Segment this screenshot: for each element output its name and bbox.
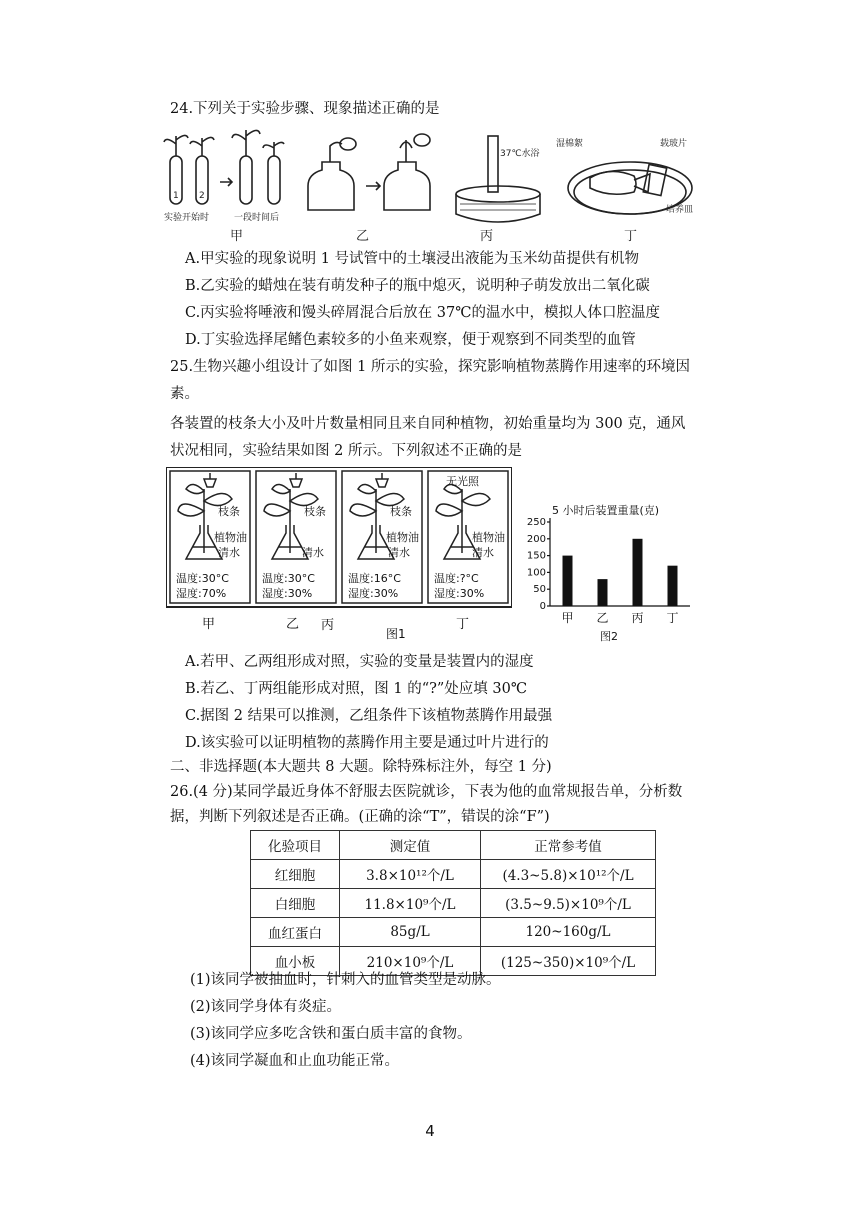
fig1-label-jia: 甲 <box>202 617 216 632</box>
oil-label: 植物油 <box>386 531 419 544</box>
fig1-label-bing: 丙 <box>321 618 335 633</box>
table-cell: 11.8×10⁹个/L <box>340 889 481 918</box>
setup-yi-temp: 温度:30°C <box>262 572 315 585</box>
seedling-tubes-start <box>164 135 214 204</box>
no-light-label: 无光照 <box>446 475 479 488</box>
table-row <box>251 889 656 918</box>
water-label: 清水 <box>472 546 494 559</box>
q26-stem-line1: 26.(4 分)某同学最近身体不舒服去医院就诊，下表为他的血常规报告单，分析数 <box>170 784 683 800</box>
seedling-tubes-later <box>232 130 284 204</box>
q24-option-c: C.丙实验将唾液和馒头碎屑混合后放在 37℃的温水中，模拟人体口腔温度 <box>185 305 660 321</box>
fig-label-bing: 丙 <box>480 229 494 244</box>
table-cell: 85g/L <box>340 918 481 947</box>
x-category-label: 丁 <box>666 611 679 625</box>
q26-statement-3: (3)该同学应多吃含铁和蛋白质丰富的食物。 <box>190 1026 472 1042</box>
setup-yi-humidity: 湿度:30% <box>262 587 313 600</box>
water-label: 清水 <box>302 546 324 559</box>
seed-jar-1 <box>308 138 356 210</box>
column-header: 测定值 <box>340 831 481 860</box>
table-header-row <box>251 831 656 860</box>
q25-stem-line3: 各装置的枝条大小及叶片数量相同且来自同种植物，初始重量均为 300 克，通风 <box>170 416 686 432</box>
table-cell: 210×10⁹个/L <box>340 947 481 976</box>
q24-figure <box>160 126 700 244</box>
q24-option-d: D.丁实验选择尾鳍色素较多的小鱼来观察，便于观察到不同类型的血管 <box>185 332 636 348</box>
arrow-icon <box>220 178 232 186</box>
column-header: 正常参考值 <box>481 831 656 860</box>
y-tick-label: 250 <box>526 517 546 528</box>
water-bath-label: 37℃水浴 <box>500 149 540 159</box>
table-cell: 120~160g/L <box>481 918 656 947</box>
fig1-label-ding: 丁 <box>456 617 470 632</box>
y-tick-label: 0 <box>539 601 546 612</box>
setup-ding-temp: 温度:?°C <box>434 572 479 585</box>
setup-jia-temp: 温度:30°C <box>176 572 229 585</box>
blood-test-table <box>250 830 656 976</box>
cotton-label: 湿棉絮 <box>556 139 584 149</box>
y-tick-label: 200 <box>526 533 546 545</box>
q25-stem-line1: 25.生物兴趣小组设计了如图 1 所示的实验，探究影响植物蒸腾作用速率的环境因 <box>170 359 691 375</box>
setup-bing-humidity: 湿度:30% <box>348 587 399 600</box>
oil-label: 植物油 <box>214 531 247 544</box>
q25-figure-1-labels <box>166 467 512 647</box>
q26-statement-1: (1)该同学被抽血时，针刺入的血管类型是动脉。 <box>190 972 501 988</box>
fig-label-ding: 丁 <box>624 229 638 244</box>
tube-label-1: 1 <box>173 191 179 201</box>
table-cell: 血红蛋白 <box>251 918 340 947</box>
branch-label: 枝条 <box>218 505 240 518</box>
q24-stem: 24.下列关于实验步骤、现象描述正确的是 <box>170 101 440 117</box>
x-category-label: 乙 <box>596 611 609 625</box>
x-category-label: 丙 <box>631 611 644 625</box>
bar <box>668 566 678 606</box>
fig2-caption: 图2 <box>600 630 618 643</box>
tube-label-2: 2 <box>199 191 205 201</box>
oil-label: 植物油 <box>472 531 505 544</box>
q25-stem-line4: 状况相同，实验结果如图 2 所示。下列叙述不正确的是 <box>170 443 522 459</box>
q25-stem-line2: 素。 <box>170 386 199 402</box>
y-tick-label: 100 <box>526 567 546 579</box>
fig-label-yi: 乙 <box>356 229 370 244</box>
table-row <box>251 918 656 947</box>
setup-bing-temp: 温度:16°C <box>348 572 401 585</box>
x-category-label: 甲 <box>561 611 574 625</box>
later-label: 一段时间后 <box>234 213 280 223</box>
section-heading: 二、非选择题(本大题共 8 大题。除特殊标注外，每空 1 分) <box>170 759 552 775</box>
water-label: 清水 <box>388 546 410 559</box>
table-cell: 血小板 <box>251 947 340 976</box>
page-number: 4 <box>425 1122 435 1140</box>
table-cell: 红细胞 <box>251 860 340 889</box>
column-header: 化验项目 <box>251 831 340 860</box>
bar <box>598 579 608 606</box>
dish-label: 培养皿 <box>666 205 694 215</box>
fig1-caption: 图1 <box>386 627 406 641</box>
y-tick-label: 150 <box>526 550 546 562</box>
bar <box>633 539 643 606</box>
q24-option-b: B.乙实验的蜡烛在装有萌发种子的瓶中熄灭，说明种子萌发放出二氧化碳 <box>185 278 650 294</box>
setup-jia-humidity: 湿度:70% <box>176 587 227 600</box>
table-cell: 3.8×10¹²个/L <box>340 860 481 889</box>
q25-option-d: D.该实验可以证明植物的蒸腾作用主要是通过叶片进行的 <box>185 735 549 751</box>
arrow-icon <box>366 182 380 190</box>
bar <box>563 556 573 606</box>
q26-statement-4: (4)该同学凝血和止血功能正常。 <box>190 1053 400 1069</box>
branch-label: 枝条 <box>390 505 412 518</box>
fig1-label-yi: 乙 <box>286 617 300 632</box>
chart-title: 5 小时后装置重量(克) <box>552 504 660 517</box>
table-cell: 白细胞 <box>251 889 340 918</box>
start-label: 实验开始时 <box>164 213 210 223</box>
fig-label-jia: 甲 <box>230 229 244 244</box>
table-cell: (125~350)×10⁹个/L <box>481 947 656 976</box>
table-cell: (4.3~5.8)×10¹²个/L <box>481 860 656 889</box>
q26-statement-2: (2)该同学身体有炎症。 <box>190 999 342 1015</box>
q25-option-b: B.若乙、丁两组能形成对照，图 1 的“?”处应填 30℃ <box>185 681 528 697</box>
branch-label: 枝条 <box>304 505 326 518</box>
q25-figure-2-chart <box>522 500 702 646</box>
water-label: 清水 <box>218 546 240 559</box>
slide-label: 载玻片 <box>660 139 688 149</box>
table-cell: (3.5~9.5)×10⁹个/L <box>481 889 656 918</box>
seed-jar-2 <box>384 134 430 210</box>
setup-ding-humidity: 湿度:30% <box>434 587 485 600</box>
q25-option-c: C.据图 2 结果可以推测，乙组条件下该植物蒸腾作用最强 <box>185 708 553 724</box>
q25-option-a: A.若甲、乙两组形成对照，实验的变量是装置内的湿度 <box>185 654 534 670</box>
q24-option-a: A.甲实验的现象说明 1 号试管中的土壤浸出液能为玉米幼苗提供有机物 <box>185 251 640 267</box>
y-tick-label: 50 <box>533 584 546 596</box>
q26-stem-line2: 据，判断下列叙述是否正确。(正确的涂“T”，错误的涂“F”) <box>170 809 550 825</box>
table-row <box>251 860 656 889</box>
